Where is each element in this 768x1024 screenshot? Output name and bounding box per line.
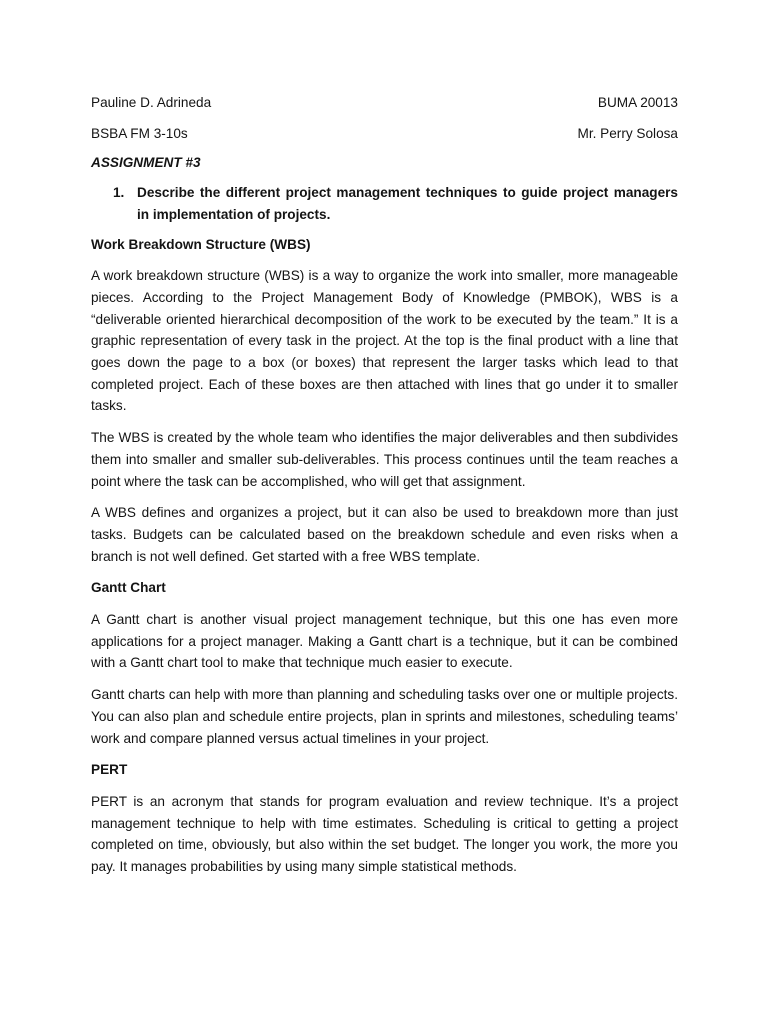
header-row-2: [91, 123, 678, 145]
pert-paragraph-1: PERT is an acronym that stands for program evaluation and review technique. It’s a project management technique to help with time estimates. Scheduling is critical to getting a project completed on time, obviously, but also within the set budget. The longer you work, the more you pay. It manages probabilities by using many simple statistical methods.: [91, 793, 678, 875]
section: BSBA FM 3-10s: [91, 125, 188, 141]
wbs-paragraph-1: A work breakdown structure (WBS) is a way to organize the work into smaller, more manageable pieces. According to the Project Management Body of Knowledge (PMBOK), WBS is a “deliverable oriented hierarchical decomposition of the work to be executed by the team.” It is a graphic representation of every task in the project. At the top is the final product with a line that goes down the page to a box (or boxes) that represent the larger tasks which lead to that completed project. Each of these boxes are then attached with lines that go under it to smaller tasks.: [91, 268, 678, 414]
header-row-1: [91, 92, 678, 114]
gantt-paragraph-1: A Gantt chart is another visual project management technique, but this one has even more applications for a project manager. Making a Gantt chart is a technique, but it can be combined with a Gantt chart tool to make that technique much easier to execute.: [91, 612, 678, 671]
question-item: [91, 182, 678, 225]
section-heading-gantt: Gantt Chart: [91, 580, 166, 596]
instructor: Mr. Perry Solosa: [577, 125, 678, 141]
section-heading-wbs: Work Breakdown Structure (WBS): [91, 236, 311, 252]
course-code: BUMA 20013: [597, 95, 678, 110]
student-name: Pauline D. Adrineda: [91, 95, 212, 110]
gantt-paragraph-2: Gantt charts can help with more than planning and scheduling tasks over one or multiple projects. You can also plan and schedule entire projects, plan in sprints and milestones, scheduling teams’ work and compare planned versus actual timelines in your project.: [91, 687, 678, 746]
section-heading-pert: PERT: [91, 762, 128, 778]
assignment-title: ASSIGNMENT #3: [91, 155, 201, 171]
question-number: 1.: [113, 185, 125, 201]
wbs-paragraph-3: A WBS defines and organizes a project, but it can also be used to breakdown more than just tasks. Budgets can be calculated based on the breakdown schedule and even risks when a branch is not well defined. Get started with a free WBS template.: [91, 505, 678, 564]
question-text: Describe the different project management techniques to guide project managers in implementation of projects.: [137, 185, 678, 222]
wbs-paragraph-2: The WBS is created by the whole team who identifies the major deliverables and then subdivides them into smaller and smaller sub-deliverables. This process continues until the team reaches a point where the task can be accomplished, who will get that assignment.: [91, 430, 678, 489]
